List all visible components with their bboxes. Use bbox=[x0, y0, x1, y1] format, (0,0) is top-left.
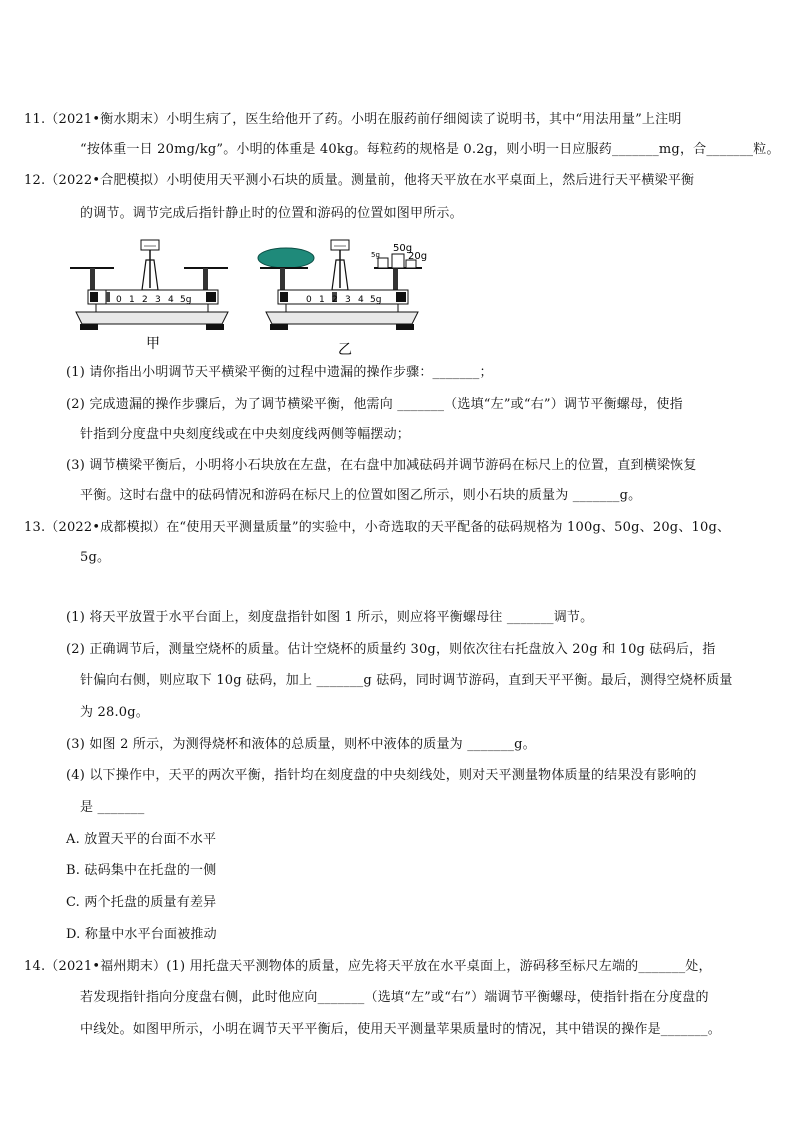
q11-line-2: “按体重一日 20mg/kg”。小明的体重是 40kg。每粒药的规格是 0.2g，则小明一日应服药_______mg，合_______粒。 bbox=[80, 142, 780, 157]
q13-option-a: A. 放置天平的台面不水平 bbox=[66, 832, 217, 847]
q11-line-1: 11.（2021•衡水期末）小明生病了，医生给他开了药。小明在服药前仔细阅读了说明书，其中“用法用量”上注明 bbox=[24, 112, 682, 127]
q12-line-1: 12.（2022•合肥模拟）小明使用天平测小石块的质量。测量前，他将天平放在水平桌面上，然后进行天平横梁平衡 bbox=[24, 173, 695, 188]
scale-tick-b-2: 2 bbox=[332, 295, 338, 305]
q12-sub-3-line-1: (3) 调节横梁平衡后，小明将小石块放在左盘，在右盘中加减砝码并调节游码在标尺上的位置，直到横梁恢复 bbox=[66, 458, 697, 473]
scale-tick-a-0: 0 bbox=[116, 295, 122, 305]
q14-line-1: 14.（2021•福州期末）(1) 用托盘天平测物体的质量，应先将天平放在水平桌面上，游码移至标尺左端的_______处， bbox=[24, 959, 712, 974]
scale-tick-a-2: 2 bbox=[142, 295, 148, 305]
fig-label-b: 乙 bbox=[338, 342, 352, 358]
q13-sub-4-line-1: (4) 以下操作中，天平的两次平衡，指针均在刻度盘的中央刻线处，则对天平测量物体质量的结果没有影响的 bbox=[66, 768, 697, 783]
weight-label-50g: 50g bbox=[393, 243, 413, 254]
q13-sub-2-line-2: 针偏向右侧，则应取下 10g 砝码，加上 _______g 砝码，同时调节游码，直到天平平衡。最后，测得空烧杯质量 bbox=[80, 673, 733, 688]
q13-sub-2-line-3: 为 28.0g。 bbox=[80, 705, 149, 720]
q13-sub-4-line-2: 是 _______ bbox=[80, 800, 145, 815]
scale-tick-a-4: 4 bbox=[168, 295, 174, 305]
q12-line-2: 的调节。调节完成后指针静止时的位置和游码的位置如图甲所示。 bbox=[80, 206, 463, 221]
q12-sub-3-line-2: 平衡。这时右盘中的砝码情况和游码在标尺上的位置如图乙所示，则小石块的质量为 _______g。 bbox=[80, 488, 642, 503]
scale-tick-b-1: 1 bbox=[319, 295, 325, 305]
q13-line-2: 5g。 bbox=[80, 550, 111, 565]
q12-sub-2-line-2: 针指到分度盘中央刻度线或在中央刻度线两侧等幅摆动； bbox=[80, 427, 411, 442]
q13-option-d: D. 称量中水平台面被推动 bbox=[66, 927, 217, 942]
fig-label-a: 甲 bbox=[146, 336, 160, 352]
q13-sub-2-line-1: (2) 正确调节后，测量空烧杯的质量。估计空烧杯的质量约 30g，则依次往右托盘放入 20g 和 10g 砝码后，指 bbox=[66, 642, 716, 657]
balance-figure bbox=[66, 238, 446, 360]
stone-shape bbox=[258, 248, 314, 268]
scale-tick-b-3: 3 bbox=[345, 295, 351, 305]
q14-line-3: 中线处。如图甲所示，小明在调节天平平衡后，使用天平测量苹果质量时的情况，其中错误的操作是_______。 bbox=[80, 1022, 721, 1037]
q13-option-b: B. 砝码集中在托盘的一侧 bbox=[66, 863, 217, 878]
scale-tick-a-3: 3 bbox=[155, 295, 161, 305]
q14-line-2: 若发现指针指向分度盘右侧，此时他应向_______（选填“左”或“右”）端调节平衡螺母，使指针指在分度盘的 bbox=[80, 990, 709, 1005]
weight-label-20g: 20g bbox=[408, 251, 428, 262]
scale-tick-a-1: 1 bbox=[129, 295, 135, 305]
q13-option-c: C. 两个托盘的质量有差异 bbox=[66, 895, 217, 910]
scale-tick-b-4: 4 bbox=[358, 295, 364, 305]
weight-label-5g: 5g bbox=[371, 251, 380, 259]
balance-a bbox=[70, 240, 228, 330]
q13-line-1: 13.（2022•成都模拟）在“使用天平测量质量”的实验中，小奇选取的天平配备的砝码规格为 100g、50g、20g、10g、 bbox=[24, 520, 731, 535]
scale-tick-b-5: 5g bbox=[370, 295, 382, 305]
scale-tick-b-0: 0 bbox=[306, 295, 312, 305]
q12-sub-1: (1) 请你指出小明调节天平横梁平衡的过程中遗漏的操作步骤：_______； bbox=[66, 365, 493, 380]
q13-sub-3: (3) 如图 2 所示，为测得烧杯和液体的总质量，则杯中液体的质量为 _______g。 bbox=[66, 737, 536, 752]
q12-sub-2-line-1: (2) 完成遗漏的操作步骤后，为了调节横梁平衡，他需向 _______（选填“左”或“右”）调节平衡螺母，使指 bbox=[66, 397, 683, 412]
q13-sub-1: (1) 将天平放置于水平台面上，刻度盘指针如图 1 所示，则应将平衡螺母往 _______调节。 bbox=[66, 610, 594, 625]
scale-tick-a-5: 5g bbox=[180, 295, 192, 305]
